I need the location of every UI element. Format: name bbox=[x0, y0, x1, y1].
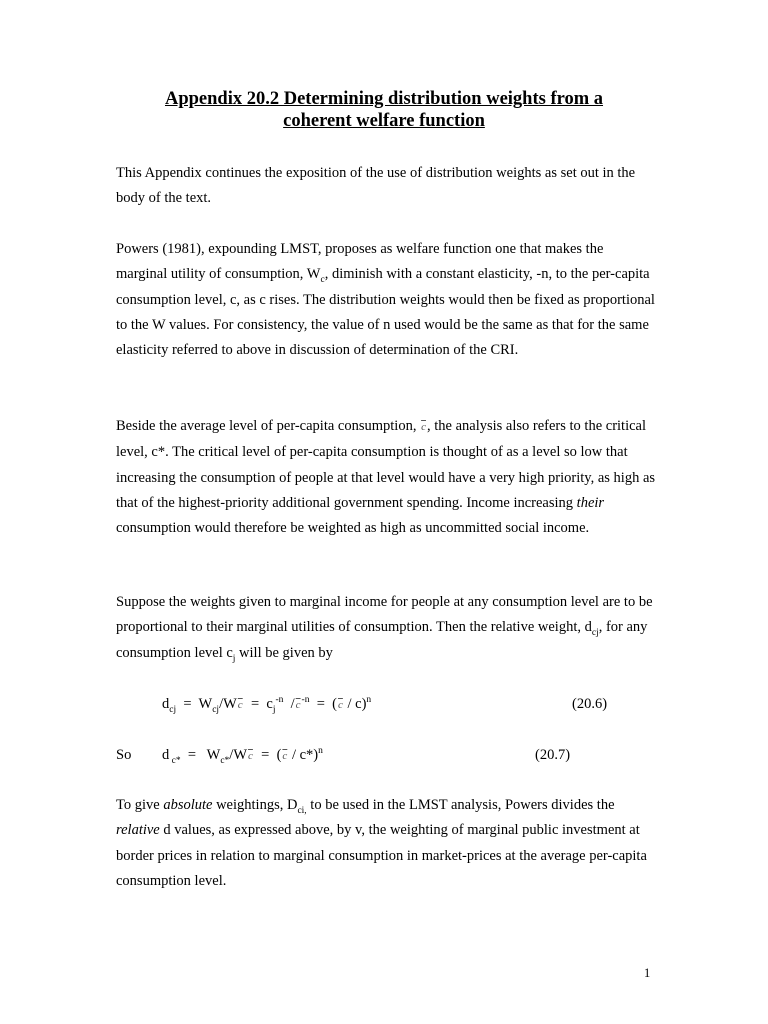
page-number: 1 bbox=[644, 966, 651, 980]
emphasis-relative: relative bbox=[116, 822, 160, 839]
eq1-w-slash: /W bbox=[219, 696, 237, 712]
paragraph-absolute-text-a: To give bbox=[116, 797, 164, 813]
emphasis-their: their bbox=[576, 494, 605, 511]
c-bar-symbol: $\overline{c}$ bbox=[295, 699, 301, 711]
paragraph-intro bbox=[116, 161, 656, 212]
eq2-part-a: = W bbox=[180, 747, 221, 763]
paragraph-weights-text-a: Suppose the weights given to marginal income for people at any consumption level are to be proportional to their marginal utilities of consumption. Then the relative weight, d bbox=[116, 594, 653, 636]
paragraph-absolute-text-b: weightings, D bbox=[212, 797, 298, 813]
eq1-d: d bbox=[162, 696, 170, 712]
subscript-cj: cj bbox=[591, 628, 599, 639]
c-bar-symbol: $\overline{c}$ bbox=[248, 750, 253, 762]
c-bar-symbol: $\overline{c}$ bbox=[421, 421, 426, 433]
eq1-part-b: = c bbox=[243, 696, 273, 712]
eq1-part-a: = W bbox=[176, 696, 213, 712]
paragraph-absolute-text-d: d values, as expressed above, by v, the weighting of marginal public investment at border prices in relation to marginal consumption in market-prices at the average per-capita consumption level. bbox=[116, 822, 647, 889]
eq2-power: n bbox=[318, 746, 323, 757]
c-bar-symbol: $\overline{c}$ bbox=[282, 750, 288, 762]
paragraph-critical-text-c: consumption would therefore be weighted as high as uncommitted social income. bbox=[116, 520, 590, 537]
equation-20-6 bbox=[162, 694, 371, 715]
eq1-w-sub: cj bbox=[212, 704, 220, 715]
paragraph-critical-level bbox=[116, 414, 656, 541]
equation-number-20-7: (20.7) bbox=[535, 747, 571, 763]
eq1-part-c: = ( bbox=[309, 696, 337, 712]
equation-number-20-6: (20.6) bbox=[572, 696, 608, 712]
eq1-slash: / bbox=[283, 696, 295, 712]
paragraph-intro-text: This Appendix continues the exposition of the use of distribution weights as set out in the body of the text. bbox=[116, 165, 636, 207]
eq1-d-sub: cj bbox=[169, 704, 177, 715]
eq2-w-sub: c* bbox=[220, 755, 230, 766]
subscript-ci: ci, bbox=[297, 805, 307, 816]
appendix-title bbox=[116, 88, 652, 132]
eq1-power: n bbox=[366, 695, 372, 706]
paragraph-weights-text-b: , for any consumption level c bbox=[116, 619, 648, 661]
eq1-ratio: / c) bbox=[343, 696, 367, 712]
c-bar-symbol: $\overline{c}$ bbox=[237, 699, 243, 711]
eq2-ratio: / c*) bbox=[288, 747, 319, 763]
eq2-w-slash: /W bbox=[229, 747, 248, 763]
eq2-part-b: = ( bbox=[253, 747, 282, 763]
subscript-c: c bbox=[320, 275, 325, 286]
paragraph-powers-text-b: , diminish with a constant elasticity, -n, to the per-capita consumption level, c, as c rises. The distribution weights would then be fixed as proportional to the W values. For consistency, the value of n used would be the same as that for the same elasticity referred to above in discussion of determination of the CRI. bbox=[116, 266, 655, 359]
title-line-2: coherent welfare function bbox=[283, 111, 485, 131]
paragraph-critical-text-a: Beside the average level of per-capita consumption, bbox=[116, 418, 417, 434]
emphasis-absolute: absolute bbox=[163, 797, 213, 813]
equation-20-7 bbox=[162, 745, 323, 766]
eq1-c-sub: j bbox=[272, 704, 276, 715]
c-bar-symbol: $\overline{c}$ bbox=[337, 699, 343, 711]
paragraph-powers-text-a: Powers (1981), expounding LMST, proposes as welfare function one that makes the marginal utility of consumption, W bbox=[116, 241, 604, 283]
eq1-c-sup: -n bbox=[275, 695, 284, 706]
subscript-j: j bbox=[232, 653, 236, 664]
paragraph-weights-text-c: will be given by bbox=[235, 644, 333, 661]
paragraph-absolute-weights bbox=[116, 793, 656, 894]
paragraph-absolute-text-c: to be used in the LMST analysis, Powers divides the bbox=[306, 797, 615, 813]
eq2-d-sub: c* bbox=[169, 755, 181, 766]
equation-so-label: So bbox=[116, 747, 132, 763]
title-line-1: Appendix 20.2 Determining distribution weights from a bbox=[164, 89, 604, 109]
eq2-d: d bbox=[162, 747, 170, 763]
eq1-cbar-sup: -n bbox=[301, 695, 310, 706]
paragraph-weights bbox=[116, 590, 656, 666]
paragraph-critical-text-b: , the analysis also refers to the critical level, c*. The critical level of per-capita consumption is thought of as a level so low that increasing the consumption of people at that level would have a very high priority, as high as that of the highest-priority additional government spending. Income increasing bbox=[116, 418, 656, 511]
paragraph-powers bbox=[116, 237, 656, 363]
